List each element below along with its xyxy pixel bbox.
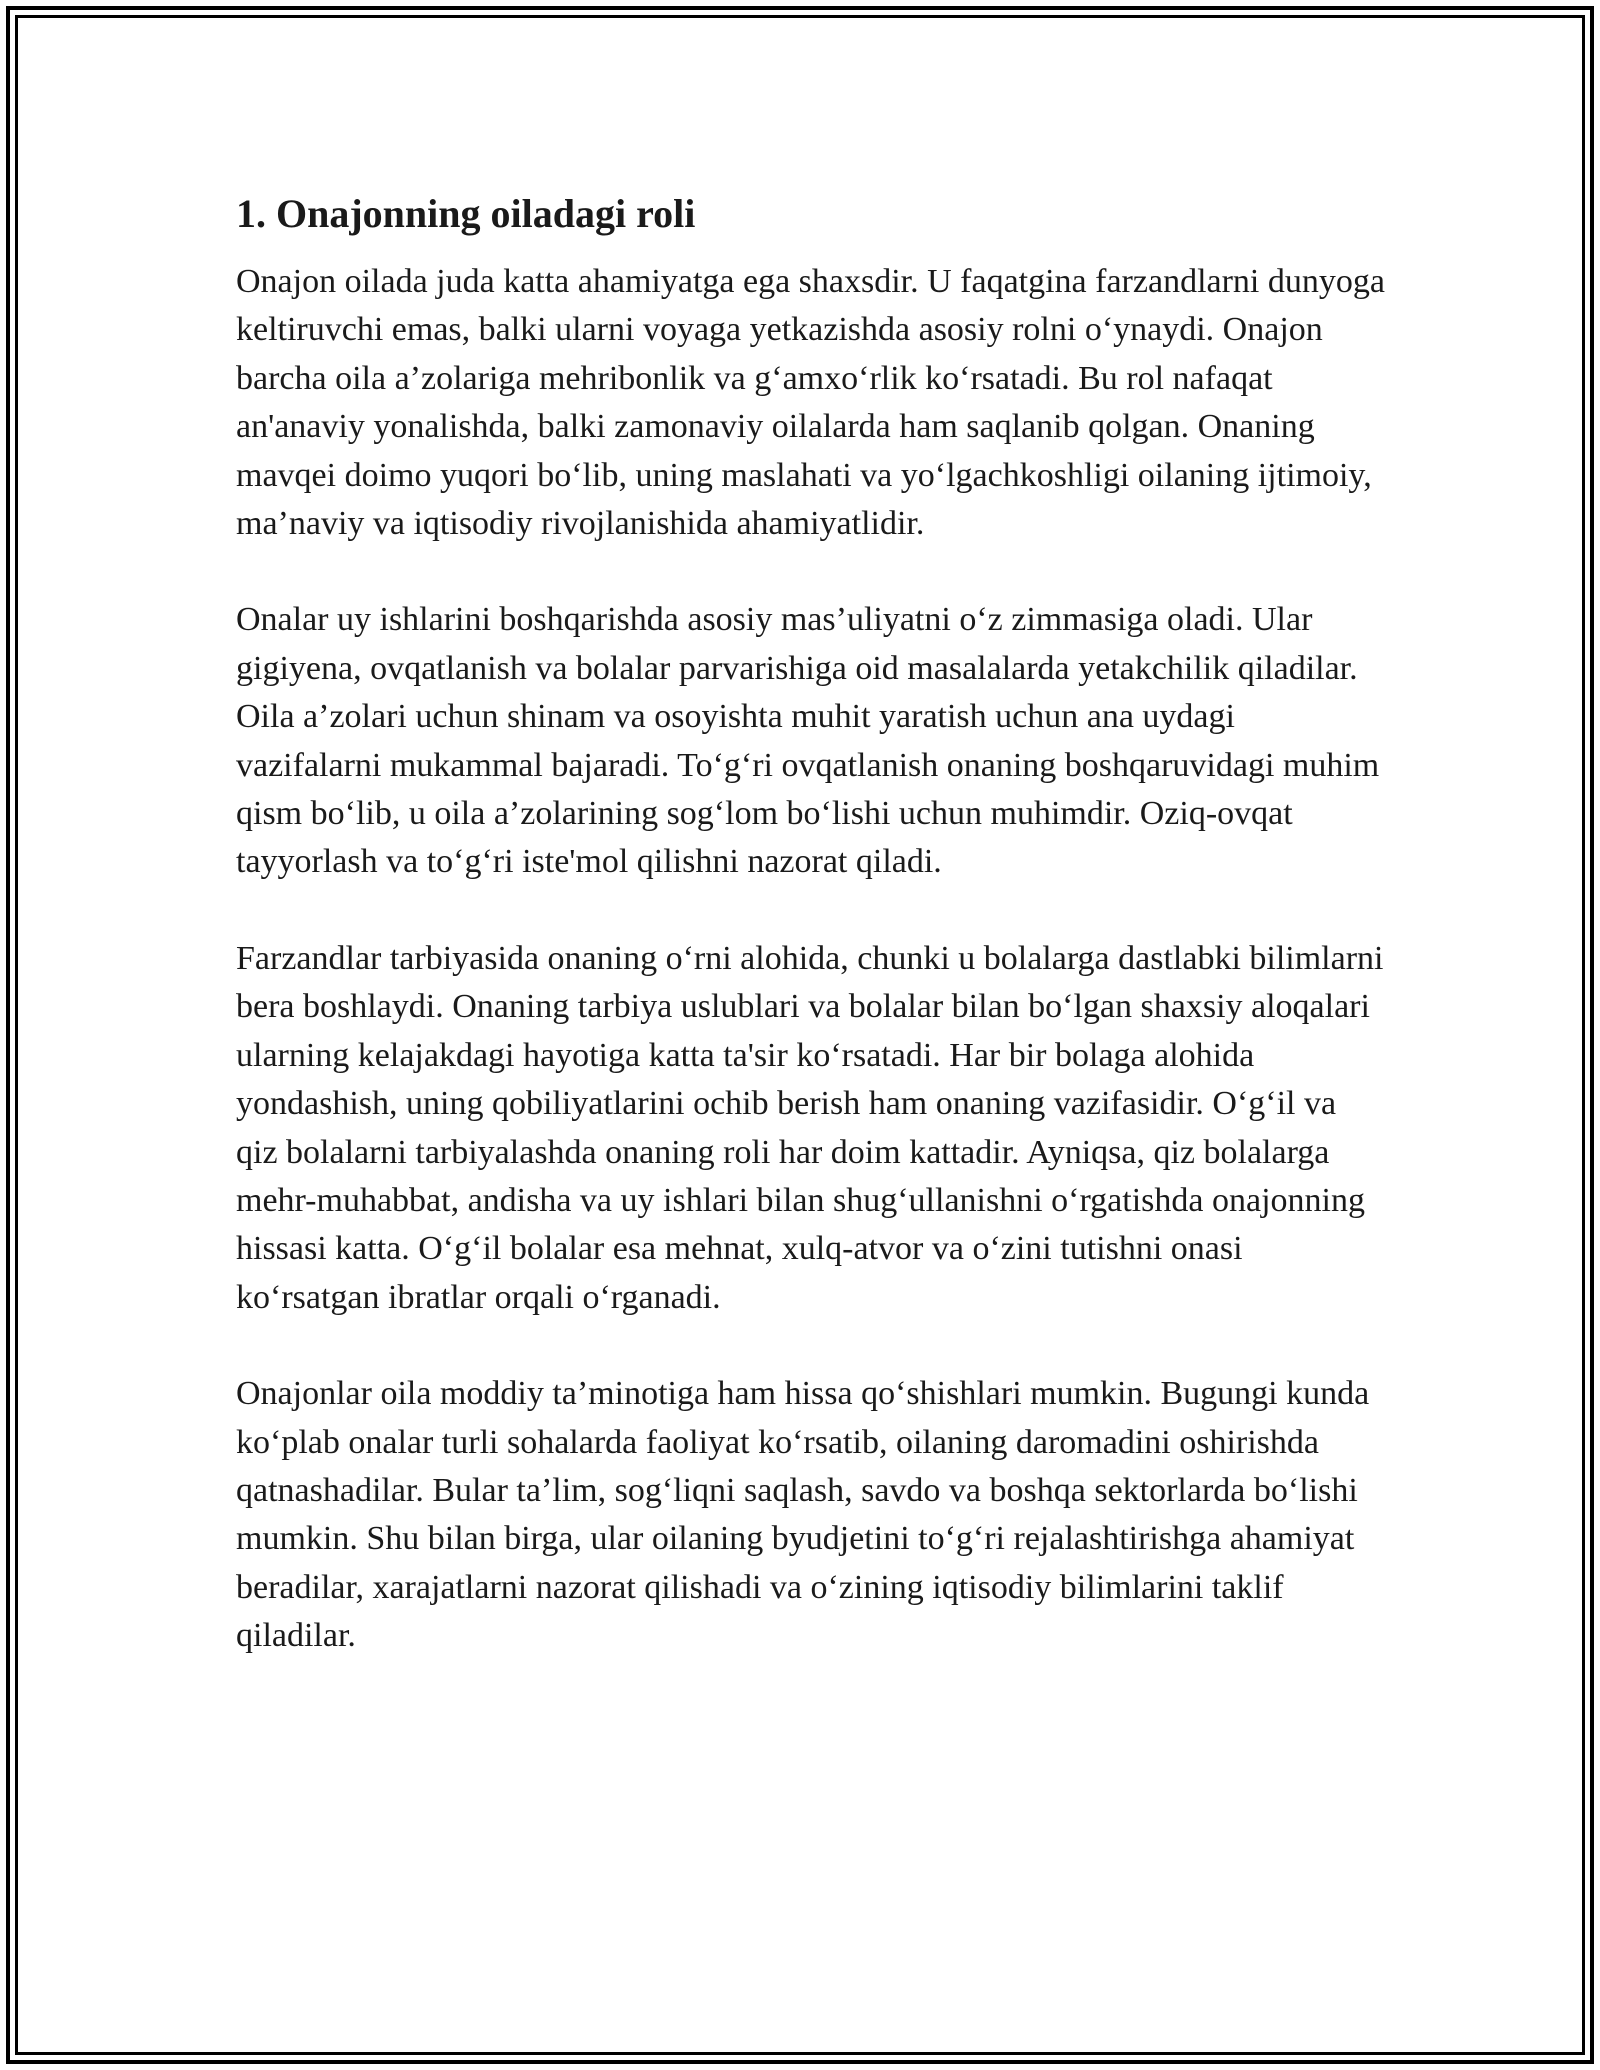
paragraph-3: Farzandlar tarbiyasida onaning o‘rni alohida, chunki u bolalarga dastlabki bilimlarni bera boshlaydi. Onaning tarbiya uslublari va bolalar bilan bo‘lgan shaxsiy aloqalari ularning kelajakdagi hayotiga katta ta'sir ko‘rsatadi. Har bir bolaga alohida yondashish, uning qobiliyatlarini ochib berish ham onaning vazifasidir. O‘g‘il va qiz bolalarni tarbiyalashda onaning roli har doim kattadir. Ayniqsa, qiz bolalarga mehr-muhabbat, andisha va uy ishlari bilan shug‘ullanishni o‘rgatishda onajonning hissasi katta. O‘g‘il bolalar esa mehnat, xulq-atvor va o‘zini tutishni onasi ko‘rsatgan ibratlar orqali o‘rganadi.: [236, 939, 1384, 1316]
paragraph-4: Onajonlar oila moddiy ta’minotiga ham hissa qo‘shishlari mumkin. Bugungi kunda ko‘plab onalar turli sohalarda faoliyat ko‘rsatib, oilaning daromadini oshirishda qatnashadilar. Bular ta’lim, sog‘liqni saqlash, savdo va boshqa sektorlarda bo‘lishi mumkin. Shu bilan birga, ular oilaning byudjetini to‘g‘ri rejalashtirishga ahamiyat beradilar, xarajatlarni nazorat qilishadi va o‘zining iqtisodiy bilimlarini taklif qiladilar.: [236, 1375, 1370, 1655]
section-heading: 1. Onajonning oiladagi roli: [236, 191, 696, 236]
paragraph-2: Onalar uy ishlarini boshqarishda asosiy mas’uliyatni o‘z zimmasiga oladi. Ular gigiyena, ovqatlanish va bolalar parvarishiga oid masalalarda yetakchilik qiladilar. Oila a’zolari uchun shinam va osoyishta muhit yaratish uchun ana uydagi vazifalarni mukammal bajaradi. To‘g‘ri ovqatlanish onaning boshqaruvidagi muhim qism bo‘lib, u oila a’zolarining sog‘lom bo‘lishi uchun muhimdir. Oziq-ovqat tayyorlash va to‘g‘ri iste'mol qilishni nazorat qiladi.: [236, 601, 1380, 881]
document-body: [236, 188, 1386, 1709]
paragraph-1: Onajon oilada juda katta ahamiyatga ega shaxsdir. U faqatgina farzandlarni dunyoga keltiruvchi emas, balki ularni voyaga yetkazishda asosiy rolni o‘ynaydi. Onajon barcha oila a’zolariga mehribonlik va g‘amxo‘rlik ko‘rsatadi. Bu rol nafaqat an'anaviy yonalishda, balki zamonaviy oilalarda ham saqlanib qolgan. Onaning mavqei doimo yuqori bo‘lib, uning maslahati va yo‘lgachkoshligi oilaning ijtimoiy, ma’naviy va iqtisodiy rivojlanishida ahamiyatlidir.: [236, 263, 1385, 543]
